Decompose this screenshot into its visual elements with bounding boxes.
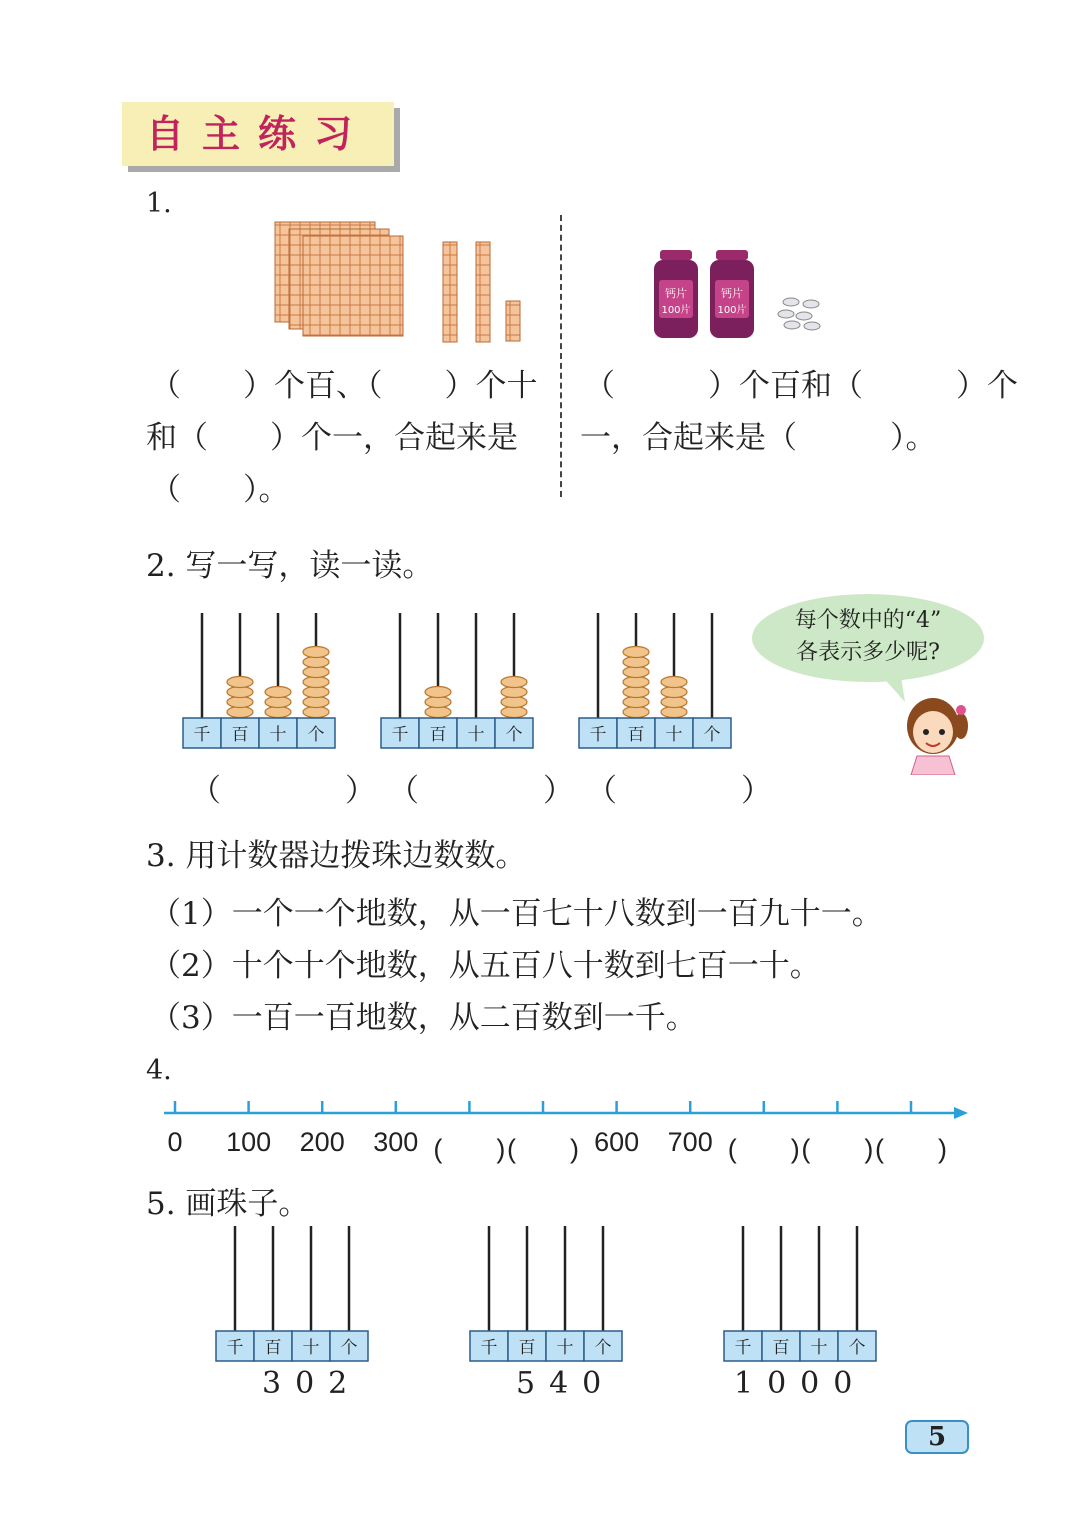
- abacus-bead: [501, 677, 527, 688]
- svg-text:钙片: 钙片: [721, 287, 743, 300]
- base-ten-blocks-illustration: [270, 215, 540, 350]
- q3-item-3: （3）一百一百地数，从二百数到一千。: [150, 1000, 697, 1036]
- abacus-bead: [425, 707, 451, 718]
- abacus-bead: [303, 667, 329, 678]
- abacus-bead: [227, 687, 253, 698]
- q1-right-line-2: 一，合起来是（ ）。: [580, 420, 937, 456]
- girl-icon: [895, 690, 975, 775]
- abacus-label: 个: [703, 725, 721, 745]
- abacus-label: 百: [231, 725, 249, 745]
- abacus-label: 千: [391, 725, 409, 745]
- q5-abacus-1: [216, 1226, 368, 1361]
- abacus-bead: [501, 697, 527, 708]
- abacus-label: 十: [269, 725, 287, 745]
- q2-answer-blank-3: （ ）: [586, 773, 772, 809]
- abacus-label: 百: [627, 725, 645, 745]
- number-line-label: 200: [299, 1127, 345, 1157]
- q2-abacus-group: [175, 605, 735, 750]
- q5-abacus-3: [724, 1226, 876, 1361]
- abacus-label: 十: [556, 1338, 574, 1358]
- abacus-bead: [303, 697, 329, 708]
- section-title-box: [122, 102, 394, 166]
- abacus-bead: [501, 687, 527, 698]
- q1-left-line-3: （ ）。: [150, 472, 290, 508]
- abacus-label: 千: [589, 725, 607, 745]
- number-line-label: ( ): [875, 1134, 947, 1164]
- abacus-label: 个: [340, 1338, 358, 1358]
- number-line-label: 600: [594, 1127, 640, 1157]
- calcium-bottles-illustration: [650, 248, 830, 343]
- dashed-divider: [560, 215, 562, 497]
- abacus-label: 千: [734, 1338, 752, 1358]
- q2-abacus-3: [579, 613, 731, 748]
- abacus-bead: [623, 697, 649, 708]
- abacus-label: 个: [594, 1338, 612, 1358]
- number-line-ticks: [175, 1101, 911, 1113]
- abacus-label: 千: [226, 1338, 244, 1358]
- abacus-bead: [623, 657, 649, 668]
- abacus-bead: [227, 707, 253, 718]
- abacus-label: 十: [467, 725, 485, 745]
- abacus-bead: [661, 677, 687, 688]
- number-line-label: ( ): [507, 1134, 579, 1164]
- q1-right-line-1: （ ）个百和（ ）个: [584, 368, 1018, 404]
- abacus-bead: [623, 707, 649, 718]
- number-line-arrow: [954, 1107, 968, 1119]
- q4-number: 4.: [146, 1055, 172, 1086]
- abacus-bead: [425, 687, 451, 698]
- abacus-label: 百: [772, 1338, 790, 1358]
- abacus-bead: [661, 687, 687, 698]
- svg-text:100片: 100片: [717, 305, 747, 316]
- abacus-bead: [623, 687, 649, 698]
- svg-text:100片: 100片: [661, 305, 691, 316]
- abacus-bead: [265, 697, 291, 708]
- number-line-label: 700: [667, 1127, 713, 1157]
- abacus-label: 个: [505, 725, 523, 745]
- number-line-label: ( ): [727, 1134, 800, 1164]
- bottle-2: [710, 250, 754, 338]
- q3-item-2: （2）十个十个地数，从五百八十数到七百一十。: [150, 948, 821, 984]
- abacus-bead: [303, 677, 329, 688]
- number-line-label: 100: [226, 1127, 272, 1157]
- bottle-1: [654, 250, 698, 338]
- q5-heading: 5. 画珠子。: [146, 1186, 310, 1222]
- abacus-bead: [303, 647, 329, 658]
- number-line-label: 0: [167, 1127, 183, 1157]
- abacus-label: 百: [518, 1338, 536, 1358]
- abacus-bead: [303, 707, 329, 718]
- abacus-bead: [227, 697, 253, 708]
- abacus-label: 百: [429, 725, 447, 745]
- ten-rod-1: [443, 242, 457, 342]
- q3-heading: 3. 用计数器边拨珠边数数。: [146, 838, 527, 874]
- abacus-bead: [265, 707, 291, 718]
- number-line-label: ( ): [433, 1134, 506, 1164]
- number-line-label: 300: [373, 1127, 419, 1157]
- svg-text:钙片: 钙片: [665, 287, 687, 300]
- q2-answer-blank-2: （ ）: [388, 773, 574, 809]
- q1-left-line-1: （ ）个百、（ ）个十: [150, 368, 538, 404]
- q1-left-line-2: 和（ ）个一，合起来是: [146, 420, 518, 456]
- abacus-bead: [501, 707, 527, 718]
- abacus-bead: [623, 667, 649, 678]
- abacus-label: 个: [307, 725, 325, 745]
- abacus-label: 十: [302, 1338, 320, 1358]
- q2-answer-blank-1: （ ）: [190, 773, 376, 809]
- speech-line-1: 每个数中的“4”: [794, 608, 942, 633]
- q5-number-3: 1000: [734, 1366, 867, 1401]
- abacus-label: 十: [810, 1338, 828, 1358]
- abacus-bead: [303, 657, 329, 668]
- ones-cubes: [506, 301, 520, 341]
- abacus-bead: [623, 647, 649, 658]
- loose-tablets: [778, 298, 820, 330]
- abacus-label: 个: [848, 1338, 866, 1358]
- q5-abacus-group: [210, 1222, 890, 1367]
- number-line-label: ( ): [801, 1134, 874, 1164]
- number-line: [160, 1095, 975, 1125]
- abacus-label: 百: [264, 1338, 282, 1358]
- q5-abacus-2: [470, 1226, 622, 1361]
- abacus-bead: [303, 687, 329, 698]
- abacus-bead: [661, 707, 687, 718]
- page-number: 5: [905, 1420, 969, 1454]
- abacus-label: 十: [665, 725, 683, 745]
- abacus-bead: [425, 697, 451, 708]
- abacus-label: 千: [480, 1338, 498, 1358]
- abacus-bead: [661, 697, 687, 708]
- q2-heading: 2. 写一写，读一读。: [146, 548, 434, 584]
- abacus-label: 千: [193, 725, 211, 745]
- abacus-bead: [623, 677, 649, 688]
- q3-item-1: （1）一个一个地数，从一百七十八数到一百九十一。: [150, 896, 883, 932]
- q5-number-1: 302: [262, 1366, 362, 1401]
- q2-abacus-2: [381, 613, 533, 748]
- speech-line-2: 各表示多少呢?: [796, 640, 940, 665]
- q5-number-2: 540: [516, 1366, 616, 1401]
- abacus-bead: [265, 687, 291, 698]
- hundred-square-3: [303, 236, 403, 336]
- section-title: 自主练习: [145, 112, 370, 156]
- ten-rod-2: [476, 242, 490, 342]
- speech-bubble-text: [753, 605, 983, 669]
- q2-abacus-1: [183, 613, 335, 748]
- q1-number: 1.: [146, 188, 172, 219]
- abacus-bead: [227, 677, 253, 688]
